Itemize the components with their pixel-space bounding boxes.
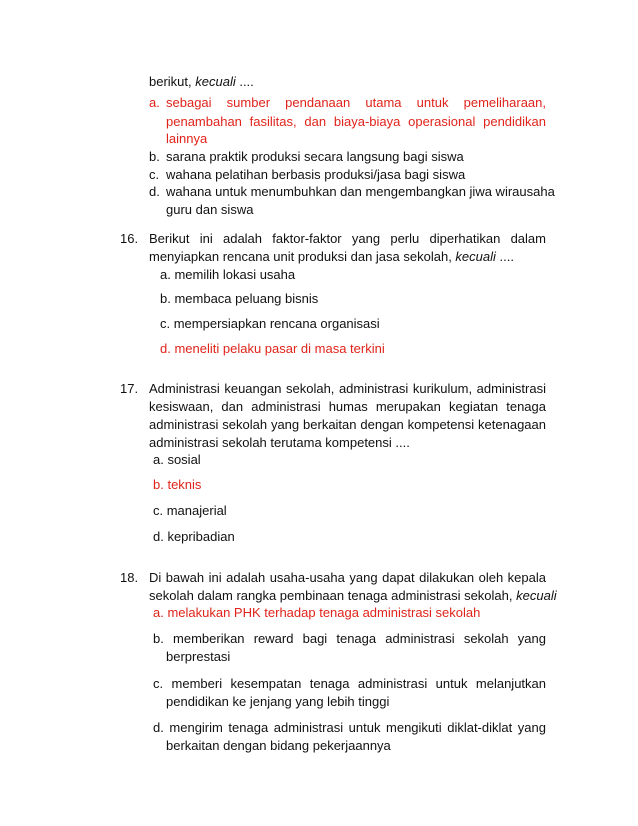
q15-stem-text: berikut, xyxy=(149,74,196,89)
q15-option-c-letter: c. xyxy=(149,167,160,182)
q15-option-d-line2: guru dan siswa xyxy=(166,202,254,217)
q16-number: 16. xyxy=(120,231,139,246)
q17-option-c: c. manajerial xyxy=(153,503,227,518)
q17-stem-line1: Administrasi keuangan sekolah, administrasi kurikulum, administrasi xyxy=(149,381,546,396)
q15-option-b-text: sarana praktik produksi secara langsung bagi siswa xyxy=(166,149,464,164)
q15-option-a-line2: penambahan fasilitas, dan biaya-biaya operasional pendidikan xyxy=(166,114,546,129)
q16-option-a: a. memilih lokasi usaha xyxy=(160,267,296,282)
q16-stem-line1: Berikut ini adalah faktor-faktor yang perlu diperhatikan dalam xyxy=(149,231,546,246)
q17-number: 17. xyxy=(120,381,139,396)
q15-option-c-text: wahana pelatihan berbasis produksi/jasa bagi siswa xyxy=(166,167,466,182)
q16-option-b: b. membaca peluang bisnis xyxy=(160,291,319,306)
q15-stem-tail xyxy=(149,74,254,90)
q15-option-a-line3: lainnya xyxy=(166,131,208,146)
q16-stem-text: menyiapkan rencana unit produksi dan jasa sekolah, xyxy=(149,249,456,264)
q18-stem-line2 xyxy=(149,588,557,604)
q18-option-a: a. melakukan PHK terhadap tenaga administrasi sekolah xyxy=(153,605,481,620)
q17-stem-line4: administrasi sekolah terutama kompetensi .... xyxy=(149,435,410,450)
q16-stem-dots: .... xyxy=(495,249,514,264)
q18-option-d-line2: berkaitan dengan bidang pekerjaannya xyxy=(166,738,391,753)
q18-stem-text: sekolah dalam rangka pembinaan tenaga administrasi sekolah, xyxy=(149,588,517,603)
q18-stem-line1: Di bawah ini adalah usaha-usaha yang dapat dilakukan oleh kepala xyxy=(149,570,546,585)
q17-option-a: a. sosial xyxy=(153,452,201,467)
q15-stem-emphasis: kecuali xyxy=(195,74,236,89)
q15-option-d-letter: d. xyxy=(149,184,160,199)
q16-stem-emphasis: kecuali xyxy=(455,249,496,264)
q17-option-d: d. kepribadian xyxy=(153,529,235,544)
q18-option-c-line2: pendidikan ke jenjang yang lebih tinggi xyxy=(166,694,390,709)
q18-number: 18. xyxy=(120,570,139,585)
q18-option-b-line2: berprestasi xyxy=(166,649,231,664)
q16-option-d: d. meneliti pelaku pasar di masa terkini xyxy=(160,341,385,356)
q15-option-d-line1: wahana untuk menumbuhkan dan mengembangkan jiwa wirausaha xyxy=(166,184,555,199)
q17-option-b: b. teknis xyxy=(153,477,202,492)
q17-stem-line2: kesiswaan, dan administrasi humas merupakan kegiatan tenaga xyxy=(149,399,546,414)
q15-stem-dots: .... xyxy=(235,74,254,89)
q16-option-c: c. mempersiapkan rencana organisasi xyxy=(160,316,380,331)
q18-option-d-line1: d. mengirim tenaga administrasi untuk mengikuti diklat-diklat yang xyxy=(153,720,546,735)
q15-option-a-line1: sebagai sumber pendanaan utama untuk pemeliharaan, xyxy=(166,95,546,110)
q16-stem-line2 xyxy=(149,249,514,265)
q17-stem-line3: administrasi sekolah yang berkaitan dengan kompetensi ketenagaan xyxy=(149,417,546,432)
q18-stem-emphasis: kecuali xyxy=(516,588,557,603)
q18-option-c-line1: c. memberi kesempatan tenaga administrasi untuk melanjutkan xyxy=(153,676,546,691)
q15-option-b-letter: b. xyxy=(149,149,160,164)
q15-option-a-letter: a. xyxy=(149,95,160,110)
q18-option-b-line1: b. memberikan reward bagi tenaga administrasi sekolah yang xyxy=(153,631,546,646)
